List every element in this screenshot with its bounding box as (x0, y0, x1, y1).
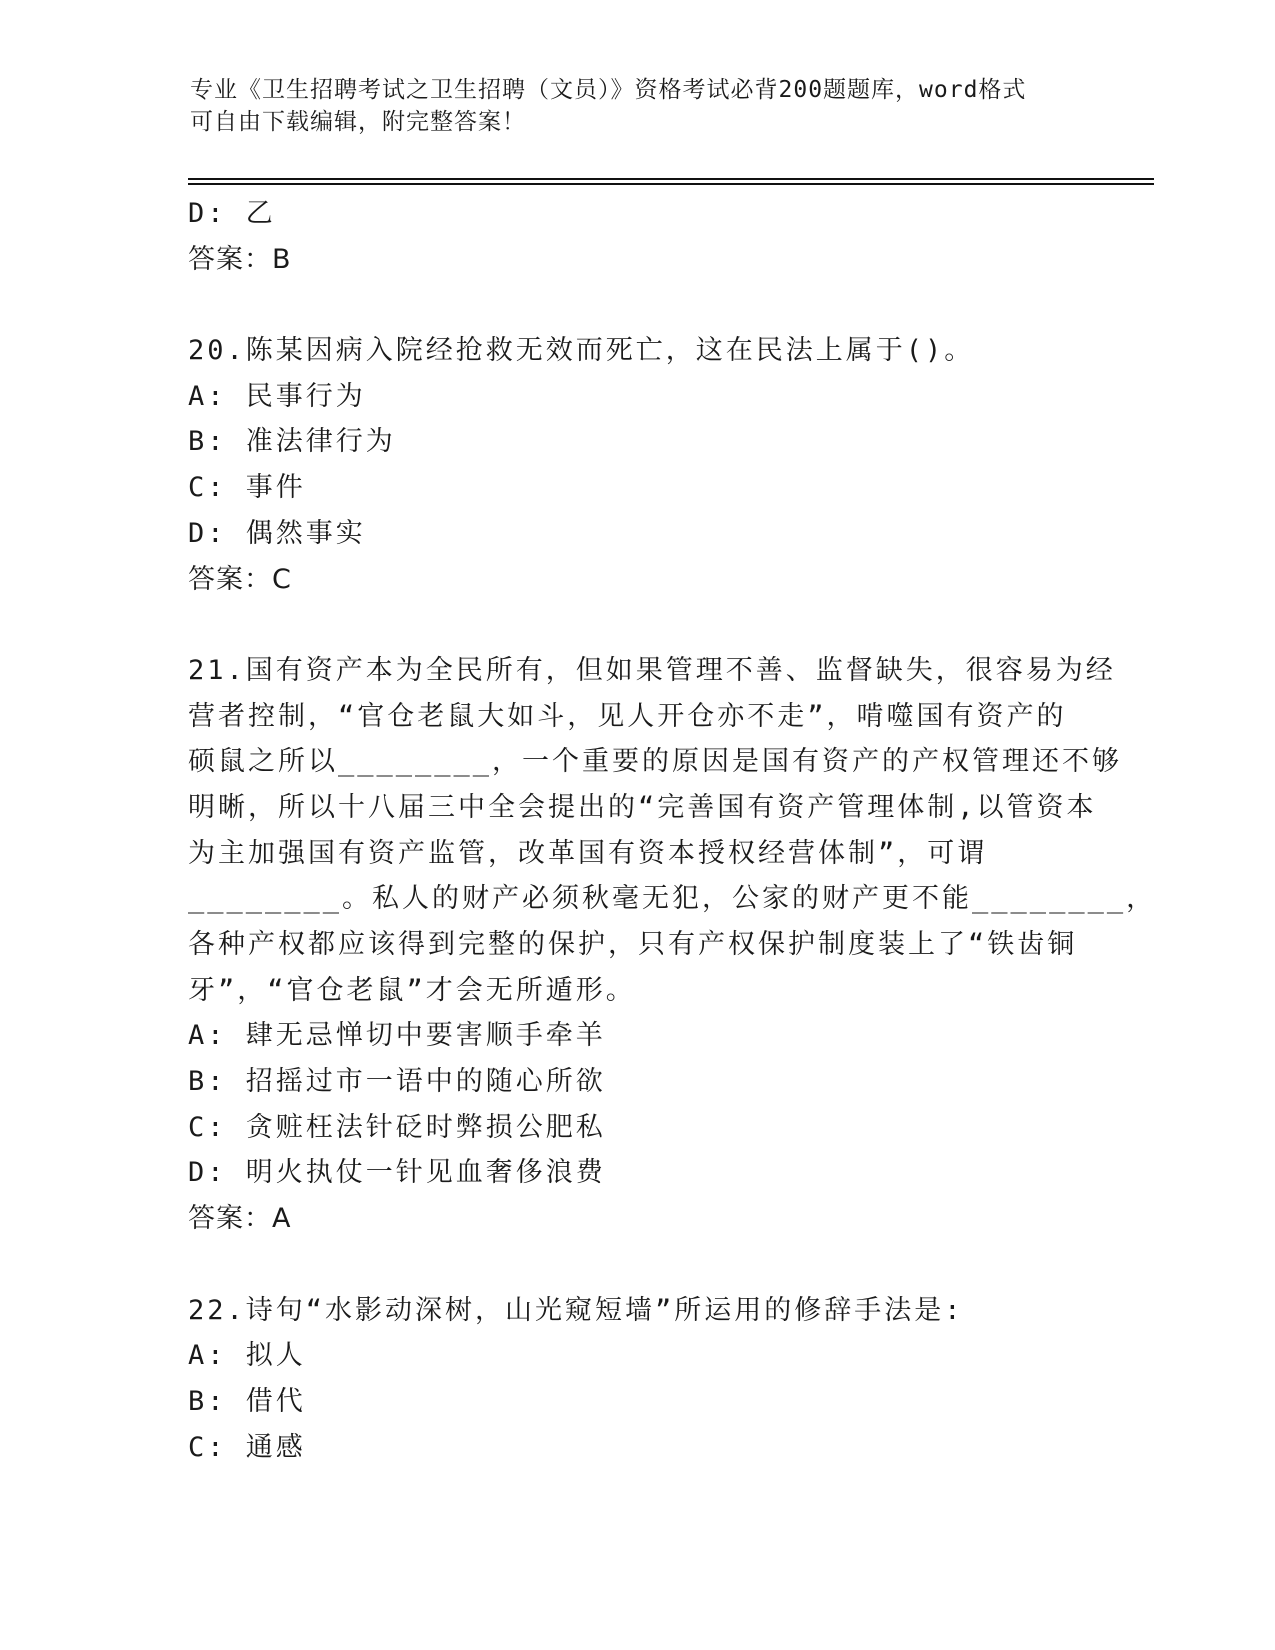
question-stem-line: 21.国有资产本为全民所有，但如果管理不善、监督缺失，很容易为经 (188, 654, 1116, 686)
answer-label: 答案：A (188, 1203, 292, 1235)
question-22 (188, 1288, 1088, 1471)
question-stem: 22.诗句“水影动深树，山光窥短墙”所运用的修辞手法是: (188, 1294, 964, 1326)
question-stem-line: 各种产权都应该得到完整的保护，只有产权保护制度装上了“铁齿铜 (188, 929, 1078, 960)
answer-label: 答案：C (188, 563, 292, 595)
spacer (188, 282, 1088, 328)
option-d: D: 明火执仗一针见血奢侈浪费 (188, 1157, 606, 1189)
page-header (190, 74, 1090, 138)
header-title-line-2: 可自由下载编辑，附完整答案！ (190, 109, 526, 135)
option-c: C: 通感 (188, 1431, 306, 1463)
option-d: D: 偶然事实 (188, 517, 366, 549)
option-c: C: 事件 (188, 472, 306, 504)
question-stem-line: ________。私人的财产必须秋毫无犯，公家的财产更不能________， (188, 883, 1157, 915)
option-b: B: 招摇过市一语中的随心所欲 (188, 1066, 606, 1098)
header-divider-bottom (188, 183, 1154, 185)
question-20 (188, 328, 1088, 602)
question-stem-line: 明晰，所以十八届三中全会提出的“完善国有资产管理体制,以管资本 (188, 791, 1097, 823)
question-stem-line: 营者控制，“官仓老鼠大如斗，见人开仓亦不走”，啃噬国有资产的 (188, 700, 1067, 732)
option-a: A: 拟人 (188, 1340, 306, 1372)
answer-label: 答案：B (188, 243, 292, 275)
option-b: B: 准法律行为 (188, 426, 396, 458)
option-a: A: 民事行为 (188, 380, 366, 412)
option-b: B: 借代 (188, 1385, 306, 1417)
spacer (188, 1242, 1088, 1288)
question-stem-line: 硕鼠之所以________，一个重要的原因是国有资产的产权管理还不够 (188, 746, 1123, 778)
option-d: D: 乙 (188, 198, 276, 229)
question-stem-line: 牙”，“官仓老鼠”才会无所遁形。 (188, 974, 636, 1006)
question-19-tail (188, 191, 1088, 282)
question-stem-line: 为主加强国有资产监管，改革国有资本授权经营体制”，可谓 (188, 837, 988, 869)
question-list (188, 191, 1157, 1470)
option-a: A: 肆无忌惮切中要害顺手牵羊 (188, 1020, 606, 1052)
question-stem: 20.陈某因病入院经抢救无效而死亡，这在民法上属于()。 (188, 335, 975, 367)
spacer (188, 602, 1088, 648)
header-divider-top (188, 178, 1154, 180)
header-title-line-1: 专业《卫生招聘考试之卫生招聘（文员）》资格考试必背200题题库，word格式 (190, 77, 1027, 103)
question-21 (188, 648, 1157, 1242)
option-c: C: 贪赃枉法针砭时弊损公肥私 (188, 1111, 606, 1143)
